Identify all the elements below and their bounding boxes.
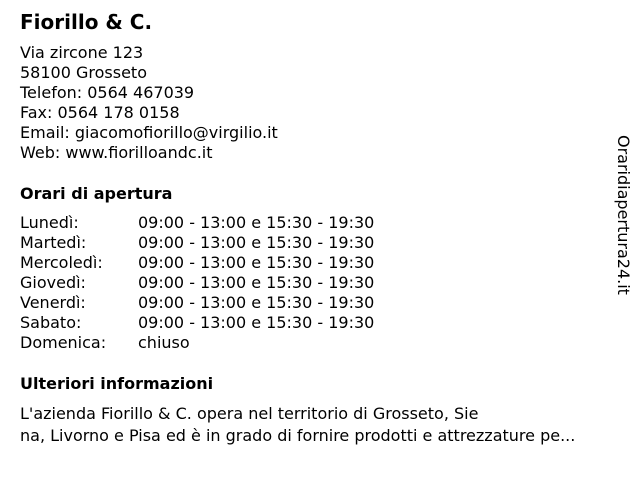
hours-time: 09:00 - 13:00 e 15:30 - 19:30 bbox=[138, 313, 375, 332]
hours-row bbox=[20, 313, 374, 333]
hours-row bbox=[20, 233, 374, 253]
hours-row bbox=[20, 293, 374, 313]
business-name: Fiorillo & C. bbox=[20, 10, 153, 34]
phone-number: Telefon: 0564 467039 bbox=[20, 83, 195, 102]
hours-day: Domenica: bbox=[20, 333, 107, 352]
site-watermark: Oraridiapertura24.it bbox=[614, 135, 633, 295]
hours-row bbox=[20, 253, 374, 273]
hours-row bbox=[20, 333, 374, 353]
info-line: na, Livorno e Pisa ed è in grado di fornire prodotti e attrezzature pe... bbox=[20, 426, 576, 445]
hours-time: 09:00 - 13:00 e 15:30 - 19:30 bbox=[138, 253, 375, 272]
hours-day: Venerdì: bbox=[20, 293, 86, 312]
hours-day: Giovedì: bbox=[20, 273, 86, 292]
hours-time: 09:00 - 13:00 e 15:30 - 19:30 bbox=[138, 213, 375, 232]
hours-time: 09:00 - 13:00 e 15:30 - 19:30 bbox=[138, 233, 375, 252]
address-street: Via zircone 123 bbox=[20, 43, 144, 62]
email-address: Email: giacomofiorillo@virgilio.it bbox=[20, 123, 278, 142]
hours-row bbox=[20, 213, 374, 233]
website: Web: www.fiorilloandc.it bbox=[20, 143, 213, 162]
hours-day: Lunedì: bbox=[20, 213, 79, 232]
hours-day: Mercoledì: bbox=[20, 253, 103, 272]
hours-time: 09:00 - 13:00 e 15:30 - 19:30 bbox=[138, 293, 375, 312]
address-city: 58100 Grosseto bbox=[20, 63, 147, 82]
further-info-text bbox=[20, 403, 632, 447]
hours-time: chiuso bbox=[138, 333, 190, 352]
hours-row bbox=[20, 273, 374, 293]
hours-day: Martedì: bbox=[20, 233, 87, 252]
fax-number: Fax: 0564 178 0158 bbox=[20, 103, 180, 122]
hours-time: 09:00 - 13:00 e 15:30 - 19:30 bbox=[138, 273, 375, 292]
opening-hours-table bbox=[20, 213, 374, 353]
opening-hours-title: Orari di apertura bbox=[20, 184, 173, 203]
contact-block bbox=[20, 43, 278, 163]
hours-day: Sabato: bbox=[20, 313, 82, 332]
further-info-title: Ulteriori informazioni bbox=[20, 374, 214, 393]
info-line: L'azienda Fiorillo & C. opera nel territorio di Grosseto, Sie bbox=[20, 404, 479, 423]
